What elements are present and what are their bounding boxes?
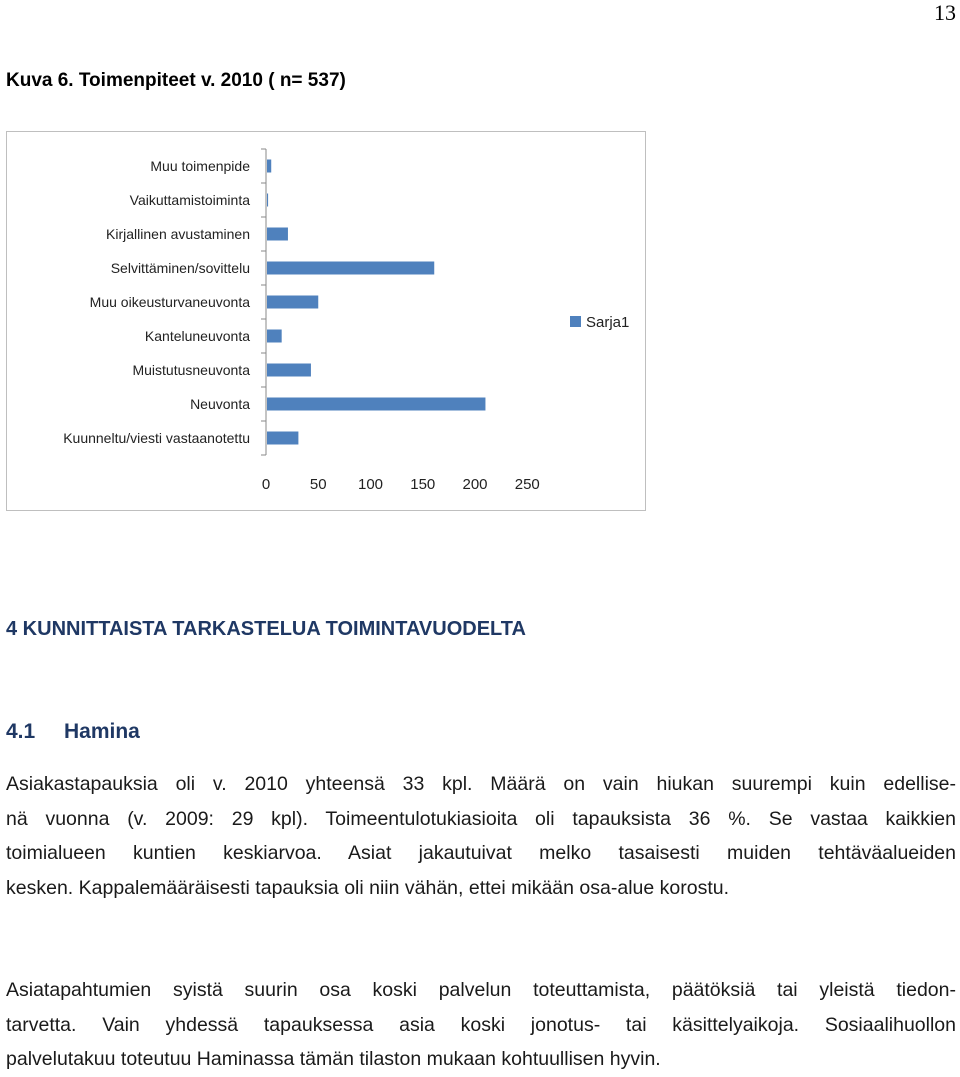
category-label: Muistutusneuvonta: [132, 362, 250, 378]
bar: [267, 432, 298, 445]
paragraph-line: kesken. Kappalemääräisesti tapauksia oli niin vähän, ettei mikään osa-alue korostu.: [6, 876, 729, 899]
category-label: Kuunneltu/viesti vastaanotettu: [63, 430, 250, 446]
subsection-number: 4.1: [6, 720, 36, 743]
bar: [267, 194, 268, 207]
x-tick-label: 200: [462, 476, 488, 493]
category-label: Selvittäminen/sovittelu: [110, 260, 250, 276]
paragraph-line: toimialueen kuntien keskiarvoa. Asiat jakautuivat melko tasaisesti muiden tehtäväalueiden: [6, 842, 956, 864]
category-label: Muu toimenpide: [150, 158, 250, 174]
subsection-heading: [6, 720, 140, 744]
x-tick-label: 50: [309, 476, 327, 493]
x-tick-label: 150: [410, 476, 436, 493]
x-tick-label: 0: [261, 476, 271, 493]
category-label: Vaikuttamistoiminta: [129, 192, 250, 208]
category-label: Kirjallinen avustaminen: [106, 226, 250, 242]
bar: [267, 228, 288, 241]
subsection-title: Hamina: [64, 720, 140, 743]
category-label: Muu oikeusturvaneuvonta: [89, 294, 250, 310]
paragraph-line: nä vuonna (v. 2009: 29 kpl). Toimeentulotukiasioita oli tapauksista 36 %. Se vastaa kaikkien: [6, 807, 956, 830]
paragraph-line: palvelutakuu toteutuu Haminassa tämän tilaston mukaan kohtuullisen hyvin.: [6, 1048, 661, 1070]
page-number: 13: [934, 0, 956, 25]
paragraph-line: Asiakastapauksia oli v. 2010 yhteensä 33 kpl. Määrä on vain hiukan suurempi kuin edellise-: [6, 773, 956, 795]
bar: [267, 364, 311, 377]
x-tick-label: 100: [357, 476, 384, 493]
chart-svg: [7, 132, 645, 510]
bar: [267, 330, 282, 343]
category-label: Neuvonta: [190, 396, 250, 412]
bar: [267, 398, 485, 411]
bar: [267, 262, 434, 275]
bar: [267, 160, 271, 173]
paragraph-line: Asiatapahtumien syistä suurin osa koski palvelun toteuttamista, päätöksiä tai yleistä tiedon-: [6, 979, 956, 1001]
paragraph-2: [6, 973, 956, 1077]
bar-chart: [6, 131, 646, 511]
category-label: Kanteluneuvonta: [144, 328, 250, 344]
bar: [267, 296, 318, 309]
paragraph-1: [6, 767, 956, 905]
x-tick-label: 250: [514, 476, 540, 493]
legend-label: Sarja1: [586, 314, 630, 331]
figure-caption: Kuva 6. Toimenpiteet v. 2010 ( n= 537): [6, 70, 346, 91]
legend-swatch: [570, 316, 581, 327]
section-heading: 4 KUNNITTAISTA TARKASTELUA TOIMINTAVUODELTA: [6, 618, 526, 640]
paragraph-line: tarvetta. Vain yhdessä tapauksessa asia koski jonotus- tai käsittelyaikoja. Sosiaalihuollon: [6, 1013, 956, 1036]
